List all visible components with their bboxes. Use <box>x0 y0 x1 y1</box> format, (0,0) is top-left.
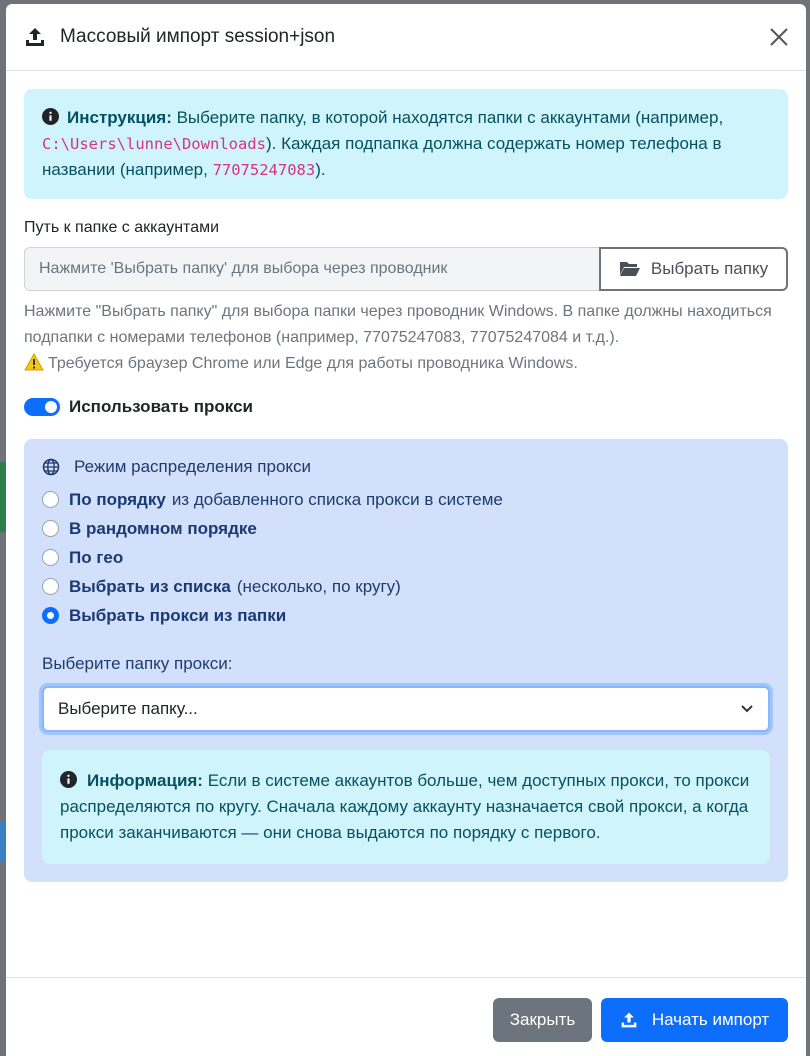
modal-body <box>6 71 806 882</box>
proxy-info-prefix: Информация: <box>87 771 203 790</box>
instruction-text-3: ). <box>315 160 326 179</box>
option-list-label: Выбрать из списка <box>69 576 231 596</box>
path-label: Путь к папке с аккаунтами <box>24 219 220 236</box>
path-warning-text: Требуется браузер Chrome или Edge для работы проводника Windows. <box>48 355 578 372</box>
proxy-mode-card <box>24 439 788 882</box>
proxy-info-text: Если в системе аккаунтов больше, чем доступных прокси, то прокси распределяются по кругу. Сначала каждому аккаунту назначается свой прокси, а когда прокси заканчиваются — они снова выдаются по порядку с первого. <box>60 771 750 842</box>
option-list-desc: (несколько, по кругу) <box>236 576 401 596</box>
proxy-option-sequential[interactable] <box>42 485 770 514</box>
proxy-toggle-row <box>24 397 788 417</box>
close-icon[interactable] <box>768 26 790 48</box>
chevron-down-icon <box>740 704 754 714</box>
upload-icon <box>24 26 46 48</box>
option-geo-label: По гео <box>69 547 124 567</box>
proxy-folder-value: Выберите папку... <box>58 699 198 718</box>
close-button[interactable]: Закрыть <box>493 998 592 1042</box>
proxy-option-geo[interactable] <box>42 543 770 572</box>
use-proxy-label[interactable]: Использовать прокси <box>69 397 253 416</box>
start-import-button[interactable] <box>601 998 788 1042</box>
option-sequential-label: По порядку <box>69 489 166 509</box>
proxy-mode-title <box>42 457 770 477</box>
folder-open-icon <box>619 260 641 278</box>
use-proxy-switch[interactable] <box>24 398 60 416</box>
instruction-alert <box>24 89 788 199</box>
info-icon <box>42 108 59 125</box>
option-random-label: В рандомном порядке <box>69 518 257 538</box>
proxy-info-alert <box>42 750 770 864</box>
radio-sequential[interactable] <box>42 491 59 508</box>
modal-header <box>6 4 806 71</box>
radio-geo[interactable] <box>42 549 59 566</box>
choose-folder-button[interactable] <box>599 247 788 291</box>
option-folder-label: Выбрать прокси из папки <box>69 605 287 625</box>
path-input-group <box>24 247 788 291</box>
import-modal <box>6 4 806 1056</box>
instruction-text-1: Выберите папку, в которой находятся папки с аккаунтами (например, <box>171 108 724 127</box>
instruction-text-2: ). Каждая подпапка должна содержать номер телефона в названии (например, <box>42 134 722 179</box>
path-warning <box>24 351 788 377</box>
modal-footer <box>6 977 806 1056</box>
proxy-folder-select[interactable] <box>42 686 770 732</box>
radio-random[interactable] <box>42 520 59 537</box>
proxy-folder-label: Выберите папку прокси: <box>42 654 233 673</box>
warning-icon <box>24 353 44 371</box>
path-help-text <box>24 299 788 377</box>
instruction-code-phone: 77075247083 <box>212 161 316 179</box>
proxy-option-list[interactable] <box>42 572 770 601</box>
proxy-option-random[interactable] <box>42 514 770 543</box>
proxy-option-folder[interactable] <box>42 601 770 630</box>
radio-list[interactable] <box>42 578 59 595</box>
instruction-prefix: Инструкция: <box>67 108 172 127</box>
modal-title: Массовый импорт session+json <box>60 26 336 47</box>
start-import-label: Начать импорт <box>651 1010 770 1029</box>
proxy-mode-title-text: Режим распределения прокси <box>74 457 312 476</box>
instruction-code-path: C:\Users\lunne\Downloads <box>42 135 266 153</box>
radio-folder[interactable] <box>42 607 59 624</box>
option-sequential-desc: из добавленного списка прокси в системе <box>171 489 503 509</box>
path-help: Нажмите "Выбрать папку" для выбора папки через проводник Windows. В папке должны находиться подпапки с номерами телефонов (например, 77075247083, 77075247084 и т.д.). <box>24 303 772 346</box>
path-input[interactable] <box>24 247 599 291</box>
choose-folder-label: Выбрать папку <box>650 259 769 278</box>
upload-icon <box>620 1011 638 1029</box>
info-icon <box>60 771 77 788</box>
globe-icon <box>42 458 60 476</box>
